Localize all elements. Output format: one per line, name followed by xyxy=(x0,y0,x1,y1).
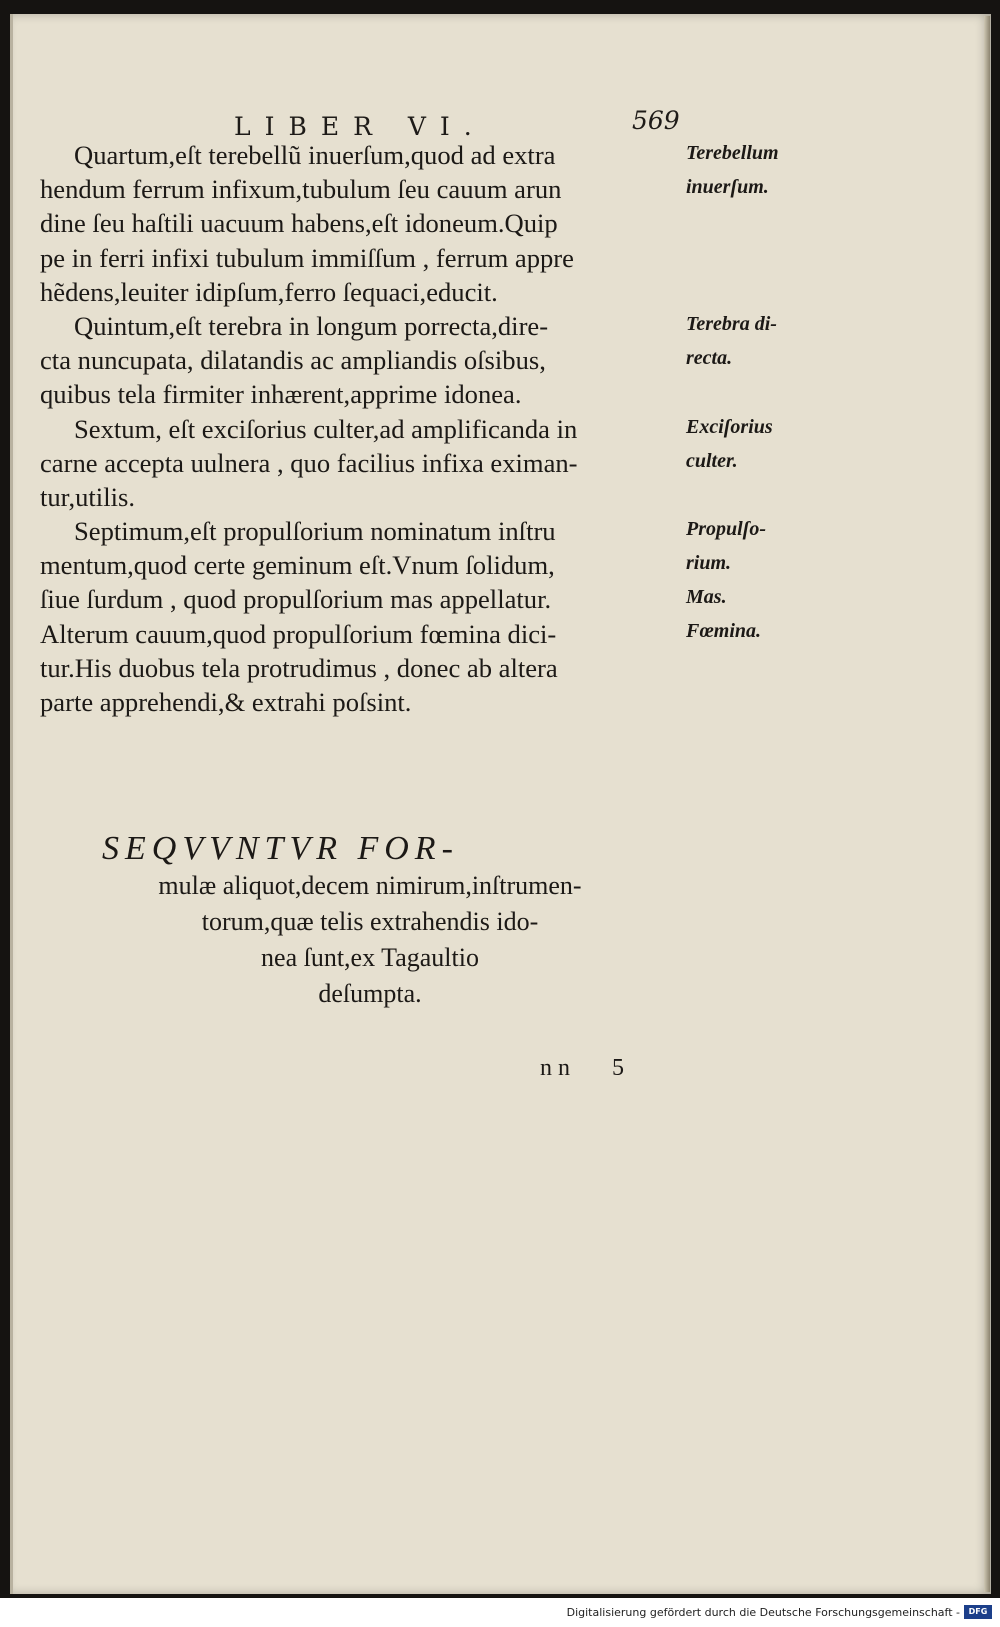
section-heading-title: SEQVVNTVR FOR- xyxy=(102,830,459,867)
signature-mark xyxy=(540,1055,630,1082)
marginal-note: recta. xyxy=(686,347,733,369)
marginal-note: Propulſo- xyxy=(686,518,766,540)
marginal-note: Terebra di- xyxy=(686,313,777,335)
text-line: hendum ferrum infixum,tubulum ſeu cauum arun xyxy=(40,174,562,205)
section-heading-subtitle xyxy=(90,868,650,1012)
dfg-logo: DFG xyxy=(964,1605,992,1619)
folio-number: 569 xyxy=(632,106,680,135)
text-line: Septimum,eſt propulſorium nominatum inſtru xyxy=(74,516,556,547)
signature-number: 5 xyxy=(612,1055,630,1081)
marginal-note: inuerſum. xyxy=(686,176,769,198)
text-line: mentum,quod certe geminum eſt.Vnum ſolidum, xyxy=(40,550,555,581)
text-line: tur.His duobus tela protrudimus , donec ab altera xyxy=(40,652,558,683)
text-line: pe in ferri infixi tubulum immiſſum , ferrum appre xyxy=(40,242,574,273)
heading-line: mulæ aliquot,decem nimirum,inſtrumen- xyxy=(158,871,582,900)
heading-line: deſumpta. xyxy=(318,979,422,1008)
text-line: Sextum, eſt exciſorius culter,ad amplificanda in xyxy=(74,413,578,444)
marginal-note: Exciſorius xyxy=(686,416,773,438)
text-line: dine ſeu haſtili uacuum habens,eſt idoneum.Quip xyxy=(40,208,558,239)
text-line: Quartum,eſt terebellũ inuerſum,quod ad extra xyxy=(74,140,556,170)
section-heading xyxy=(90,830,650,1012)
text-line: cta nuncupata, dilatandis ac ampliandis oſsibus, xyxy=(40,345,546,376)
running-header xyxy=(234,106,694,141)
running-title: LIBER VI. xyxy=(234,112,486,141)
text-line: hẽdens,leuiter idipſum,ferro ſequaci,educit. xyxy=(40,276,498,307)
signature-letters: nn xyxy=(540,1055,576,1081)
text-line: Alterum cauum,quod propulſorium fœmina dici- xyxy=(40,618,557,649)
text-line: parte apprehendi,& extrahi poſsint. xyxy=(40,687,412,717)
footer-bar xyxy=(0,1598,1000,1627)
text-line: ſiue ſurdum , quod propulſorium mas appellatur. xyxy=(40,584,552,615)
text-line: carne accepta uulnera , quo facilius infixa eximan- xyxy=(40,447,578,478)
text-line: quibus tela firmiter inhærent,apprime idonea. xyxy=(40,379,522,410)
text-line: Quintum,eſt terebra in longum porrecta,dire- xyxy=(74,310,549,341)
heading-line: torum,quæ telis extrahendis ido- xyxy=(201,907,539,936)
marginal-note: rium. xyxy=(686,552,732,574)
page-edge xyxy=(984,16,990,1592)
footer-credit: Digitalisierung gefördert durch die Deutsche Forschungsgemeinschaft - xyxy=(566,1606,960,1619)
marginal-note: Fœmina. xyxy=(686,620,762,642)
marginal-note: Terebellum xyxy=(686,142,779,164)
text-line: tur,utilis. xyxy=(40,481,135,512)
body-text xyxy=(40,138,680,719)
marginal-note: culter. xyxy=(686,450,738,472)
heading-line: nea ſunt,ex Tagaultio xyxy=(261,943,479,972)
marginal-note: Mas. xyxy=(686,586,727,608)
